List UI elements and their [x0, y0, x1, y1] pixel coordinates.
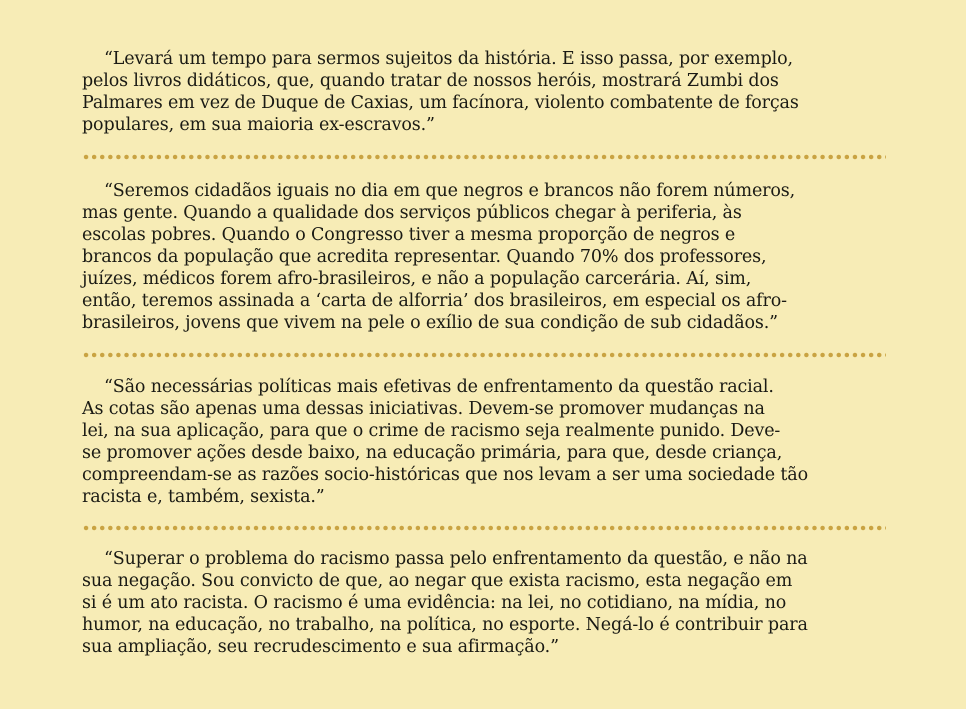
quote-2-line-4: brancos da população que acredita representar. Quando 70% dos professores,: [82, 247, 767, 267]
quote-1-line-3: Palmares em vez de Duque de Caxias, um facínora, violento combatente de forças: [82, 93, 799, 113]
quote-4-line-4: humor, na educação, no trabalho, na política, no esporte. Negá-lo é contribuir para: [82, 615, 808, 635]
quote-1-line-4: populares, em sua maioria ex-escravos.”: [82, 115, 435, 135]
quote-2-line-3: escolas pobres. Quando o Congresso tiver a mesma proporção de negros e: [82, 225, 736, 245]
quote-3-line-5: compreendam-se as razões socio-históricas que nos levam a ser uma sociedade tão: [82, 465, 808, 485]
quote-2-line-7: brasileiros, jovens que vivem na pele o exílio de sua condição de sub cidadãos.”: [82, 313, 778, 333]
quote-3-line-1: “São necessárias políticas mais efetivas de enfrentamento da questão racial.: [104, 377, 774, 397]
quote-4-line-3: si é um ato racista. O racismo é uma evidência: na lei, no cotidiano, na mídia, no: [82, 593, 787, 613]
quote-1-line-1: “Levará um tempo para sermos sujeitos da história. E isso passa, por exemplo,: [104, 49, 793, 69]
quote-3-line-3: lei, na sua aplicação, para que o crime de racismo seja realmente punido. Deve-: [82, 421, 781, 441]
quote-4: [82, 548, 892, 658]
dotted-divider-2: [82, 352, 886, 358]
quote-3-line-6: racista e, também, sexista.”: [82, 487, 325, 507]
quote-2-line-2: mas gente. Quando a qualidade dos serviços públicos chegar à periferia, às: [82, 203, 742, 223]
quote-4-line-1: “Superar o problema do racismo passa pelo enfrentamento da questão, e não na: [104, 549, 808, 569]
quote-4-line-5: sua ampliação, seu recrudescimento e sua afirmação.”: [82, 637, 559, 657]
quote-3-line-2: As cotas são apenas uma dessas iniciativas. Devem-se promover mudanças na: [82, 399, 765, 419]
quote-4-line-2: sua negação. Sou convicto de que, ao negar que exista racismo, esta negação em: [82, 571, 793, 591]
dotted-divider-3: [82, 525, 886, 531]
quote-2-line-1: “Seremos cidadãos iguais no dia em que negros e brancos não forem números,: [104, 181, 796, 201]
quote-1-line-2: pelos livros didáticos, que, quando tratar de nossos heróis, mostrará Zumbi dos: [82, 71, 779, 91]
quote-1: [82, 48, 892, 136]
dotted-divider-1: [82, 154, 886, 160]
quote-2-line-6: então, teremos assinada a ‘carta de alforria’ dos brasileiros, em especial os afro-: [82, 291, 787, 311]
quote-2: [82, 180, 892, 334]
quote-2-line-5: juízes, médicos forem afro-brasileiros, e não a população carcerária. Aí, sim,: [82, 269, 752, 289]
quote-3-line-4: se promover ações desde baixo, na educação primária, para que, desde criança,: [82, 443, 783, 463]
quote-3: [82, 376, 892, 508]
